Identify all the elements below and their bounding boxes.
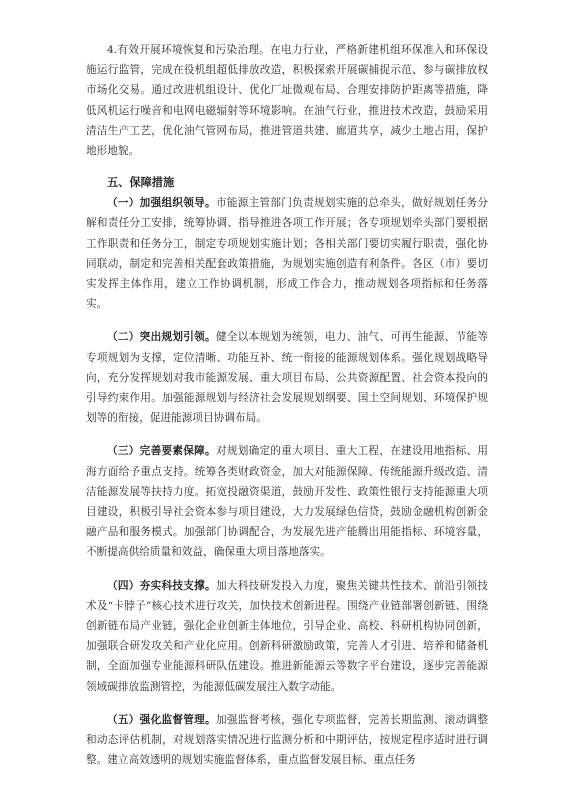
- paragraph-resource-support: [86, 441, 488, 562]
- paragraph-body: 市能源主管部门负责规划实施的总牵头，做好规划任务分解和责任分工安排，统筹协调、指导推进各项工作开展；各专项规划牵头部门要根据工作职责和任务分工，制定专项规划实施计划；各相关部门要切实履行职责，强化协同联动，制定和完善相关配套政策措施，为规划实施创造有利条件。各区（市）要切实发挥主体作用，建立工作协调机制，形成工作合力，推动规划各项指标和任务落实。: [86, 197, 489, 311]
- section-heading-safeguards: 五、保障措施: [107, 176, 175, 190]
- paragraph-environment-restoration: 4.有效开展环境恢复和污染治理。在电力行业，严格新建机组环保准入和环保设施运行监管，完成在役机组超低排放改造，积极探索开展碳捕捉示范、参与碳排放权市场化交易。通过改进机组设计、优化厂址微观布局、合理安排防护距离等措施，降低风机运行噪音和电网电磁辐射等环境影响。在油气行业，推进技术改造，鼓励采用清洁生产工艺，优化油气管网布局，推进管道共建、廊道共享，减少土地占用，保护地形地貌。: [86, 44, 488, 158]
- paragraph-body: 对规划确定的重大项目、重大工程，在建设用地指标、用海方面给予重点支持。统筹各类财政资金，加大对能源保障、传统能源升级改造、清洁能源发展等扶持力度。拓宽投融资渠道，鼓励开发性、政策性银行支持能源重大项目建设，积极引导社会资本参与项目建设，大力发展绿色信贷，鼓励金融机构创新金融产品和服务模式。加强部门协调配合，为发展先进产能腾出用能指标、环境容量，不断提高供给质量和效益，确保重大项目落地落实。: [86, 445, 489, 559]
- paragraph-organization-leadership: [86, 193, 488, 314]
- paragraph-lead: （一）加强组织领导。: [107, 197, 216, 210]
- paragraph-body: 加大科技研发投入力度，聚焦关键共性技术、前沿引领技术及“卡脖子”核心技术进行攻关，加快技术创新进程。围绕产业链部署创新链、围绕创新链布局产业链，强化企业创新主体地位，引导企业、高校、科研机构协同创新，加强联合研发攻关和产业化应用。创新科研激励政策，完善人才引进、培养和储备机制，全面加强专业能源科研队伍建设。推进新能源云等数字平台建设，逐步完善能源领域碳排放监测管控，为能源低碳发展注入数字动能。: [86, 579, 489, 693]
- paragraph-technology-support: [86, 576, 488, 697]
- paragraph-lead: （四）夯实科技支撑。: [107, 579, 216, 592]
- paragraph-lead: （三）完善要素保障。: [107, 445, 216, 458]
- paragraph-planning-guidance: [86, 327, 488, 428]
- paragraph-lead: （五）强化监督管理。: [107, 713, 216, 726]
- paragraph-supervision-management: [86, 710, 488, 771]
- paragraph-body: 健全以本规划为统领，电力、油气、可再生能源、节能等专项规划为支撑，定位清晰、功能互补、统一衔接的能源规划体系。强化规划战略导向，充分发挥规划对我市能源发展、重大项目布局、公共资源配置、社会资本投向的引导约束作用。加强能源规划与经济社会发展规划纲要、国土空间规划、环境保护规划等的衔接，促进能源项目协调布局。: [86, 331, 489, 425]
- paragraph-lead: （二）突出规划引领。: [107, 331, 216, 344]
- paragraph-body: 加强监督考核，强化专项监督，完善长期监测、滚动调整和动态评估机制，对规划落实情况进行监测分析和中期评估，按规定程序适时进行调整。建立高效透明的规划实施监督体系，重点监督发展目标、重点任务: [86, 713, 489, 767]
